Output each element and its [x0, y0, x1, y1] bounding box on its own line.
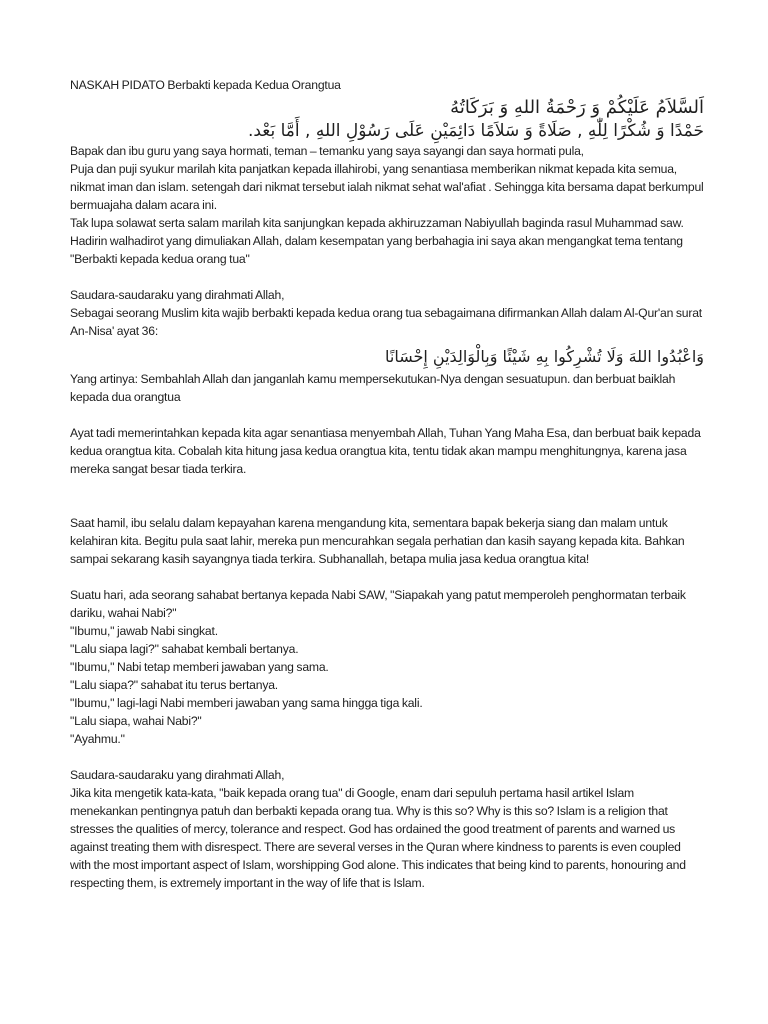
- spacer: [70, 406, 704, 424]
- arabic-praise: حَمْدًا وَ شُكْرًا لِلّٰهِ , صَلَاةً وَ سَلاَمًا دَائِمَيْنِ عَلَى رَسُوْلِ اللهِ , أَمَّا بَعْد.: [247, 121, 704, 141]
- dialog-line: "Ayahmu.": [70, 732, 125, 746]
- arabic-verse: وَاعْبُدُوا اللهَ وَلَا تُشْرِكُوا بِهِ شَيْئًا وَبِالْوَالِدَيْنِ إِحْسَانًا: [385, 347, 704, 366]
- intro-line: Bapak dan ibu guru yang saya hormati, teman – temanku yang saya sayangi dan saya hormati pula,: [70, 144, 584, 158]
- speech-document: [70, 76, 704, 892]
- paragraph-hamil: Saat hamil, ibu selalu dalam kepayahan karena mengandung kita, sementara bapak bekerja siang dan malam untuk kelahiran kita. Begitu pula saat lahir, mereka pun mencurahkan segala perhatian dan kasih sayang kepada kita. Bahkan sampai sekarang kasih sayangnya tiada terkira. Subhanallah, betapa mulia jasa kedua orangtua kita!: [70, 516, 685, 566]
- section-paragraph: Sebagai seorang Muslim kita wajib berbakti kepada kedua orang tua sebagaimana difirmankan Allah dalam Al-Qur'an surat An-Nisa' ayat 36:: [70, 306, 702, 338]
- section-salutation: Saudara-saudaraku yang dirahmati Allah,: [70, 288, 285, 302]
- dialog-line: "Ibumu," Nabi tetap memberi jawaban yang sama.: [70, 660, 329, 674]
- spacer: [70, 748, 704, 766]
- dialog-line: "Lalu siapa, wahai Nabi?": [70, 714, 202, 728]
- intro-line: Puja dan puji syukur marilah kita panjatkan kepada illahirobi, yang senantiasa memberikan nikmat kepada kita semua, nikmat iman dan islam. setengah dari nikmat tersebut ialah nikmat sehat wal'afiat . Sehingga kita bersama dapat berkumpul bermuajaha dalam acara ini.: [70, 162, 704, 212]
- intro-line: Hadirin walhadirot yang dimuliakan Allah, dalam kesempatan yang berbahagia ini saya akan mengangkat tema tentang "Berbakti kepada kedua orang tua": [70, 234, 683, 266]
- dialog-line: "Ibumu," jawab Nabi singkat.: [70, 624, 218, 638]
- dialog-line: "Lalu siapa?" sahabat itu terus bertanya.: [70, 678, 278, 692]
- paragraph-ayat: Ayat tadi memerintahkan kepada kita agar senantiasa menyembah Allah, Tuhan Yang Maha Esa, dan berbuat baik kepada kedua orangtua kita. Cobalah kita hitung jasa kedua orangtua kita, tentu tidak akan mampu menghitungnya, karena jasa mereka sangat besar tiada terkira.: [70, 426, 701, 476]
- intro-line: Tak lupa solawat serta salam marilah kita sanjungkan kepada akhiruzzaman Nabiyullah baginda rasul Muhammad saw.: [70, 216, 684, 230]
- verse-translation: Yang artinya: Sembahlah Allah dan janganlah kamu mempersekutukan-Nya dengan sesuatupun. dan berbuat baiklah kepada dua orangtua: [70, 372, 676, 404]
- spacer: [70, 268, 704, 286]
- dialog-line: "Ibumu," lagi-lagi Nabi memberi jawaban yang sama hingga tiga kali.: [70, 696, 423, 710]
- dialog-line: "Lalu siapa lagi?" sahabat kembali bertanya.: [70, 642, 299, 656]
- spacer: [70, 478, 704, 514]
- spacer: [70, 568, 704, 586]
- document-title: NASKAH PIDATO Berbakti kepada Kedua Orangtua: [70, 78, 341, 92]
- dialog-line: Suatu hari, ada seorang sahabat bertanya kepada Nabi SAW, "Siapakah yang patut memperoleh penghormatan terbaik dariku, wahai Nabi?": [70, 588, 686, 620]
- closing-paragraph: Jika kita mengetik kata-kata, "baik kepada orang tua" di Google, enam dari sepuluh pertama hasil artikel Islam menekankan pentingnya patuh dan berbakti kepada orang tua. Why is this so? Why is this so? Islam is a religion that stresses the qualities of mercy, tolerance and respect. God has ordained the good treatment of parents and warned us against treating them with disrespect. There are several verses in the Quran where kindness to parents is even coupled with the most important aspect of Islam, worshipping God alone. This indicates that being kind to parents, honouring and respecting them, is extremely important in the way of life that is Islam.: [70, 786, 686, 890]
- arabic-greeting: اَلسَّلاَمُ عَلَيْكُمْ وَ رَحْمَةُ اللهِ وَ بَرَكَاتُهُ: [450, 97, 704, 118]
- closing-salutation: Saudara-saudaraku yang dirahmati Allah,: [70, 768, 285, 782]
